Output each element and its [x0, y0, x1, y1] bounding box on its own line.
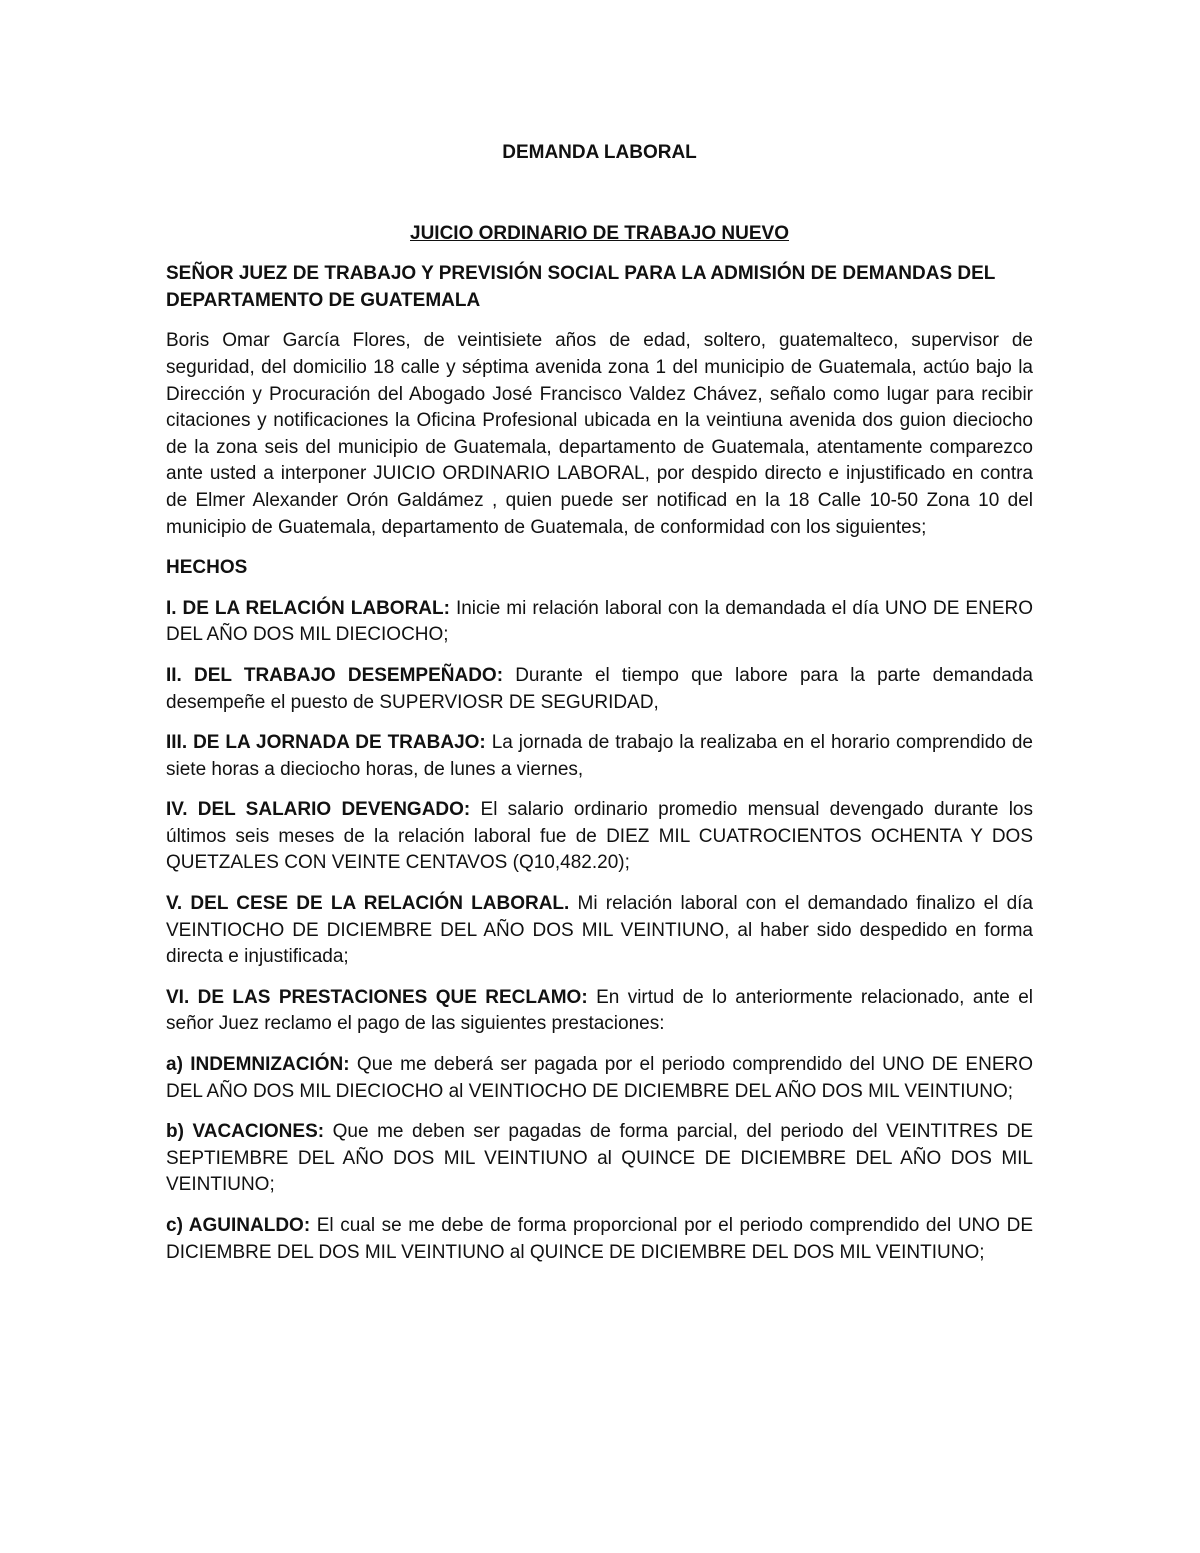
- section-cese-relacion: [166, 891, 1033, 971]
- addressee: SEÑOR JUEZ DE TRABAJO Y PREVISIÓN SOCIAL PARA LA ADMISIÓN DE DEMANDAS DEL DEPARTAMENTO DE GUATEMALA: [166, 263, 996, 311]
- section-trabajo-desempenado: [166, 663, 1033, 716]
- section-lead: II. DEL TRABAJO DESEMPEÑADO:: [166, 664, 504, 686]
- section-jornada-trabajo: [166, 730, 1033, 783]
- section-prestaciones: [166, 985, 1033, 1038]
- section-lead: c) AGUINALDO:: [166, 1215, 311, 1236]
- section-text: Que me deberá ser pagada por el periodo comprendido del UNO DE ENERO DEL AÑO DOS MIL DIECIOCHO al VEINTIOCHO DE DICIEMBRE DEL AÑO DOS MIL VEINTIUNO;: [166, 1054, 1033, 1102]
- section-lead: V. DEL CESE DE LA RELACIÓN LABORAL.: [166, 893, 570, 915]
- section-lead: III. DE LA JORNADA DE TRABAJO:: [166, 732, 486, 754]
- section-lead: I. DE LA RELACIÓN LABORAL:: [166, 597, 450, 619]
- section-lead: IV. DEL SALARIO DEVENGADO:: [166, 799, 471, 821]
- section-indemnizacion: [166, 1052, 1033, 1105]
- section-text: Mi relación laboral con el demandado finalizo el día VEINTIOCHO DE DICIEMBRE DEL AÑO DOS MIL VEINTIUNO, al haber sido despedido en forma directa e injustificada;: [166, 893, 1033, 968]
- section-lead: VI. DE LAS PRESTACIONES QUE RECLAMO:: [166, 986, 588, 1008]
- intro-paragraph: Boris Omar García Flores, de veintisiete años de edad, soltero, guatemalteco, supervisor de seguridad, del domicilio 18 calle y séptima avenida zona 1 del municipio de Guatemala, actúo bajo la Dirección y Procuración del Abogado José Francisco Valdez Chávez, señalo como lugar para recibir citaciones y notificaciones la Oficina Profesional ubicada en la veintiuna avenida dos guion dieciocho de la zona seis del municipio de Guatemala, departamento de Guatemala, atentamente comparezco ante usted a interponer JUICIO ORDINARIO LABORAL, por despido directo e injustificado en contra de Elmer Alexander Orón Galdámez , quien puede ser notificad en la 18 Calle 10-50 Zona 10 del municipio de Guatemala, departamento de Guatemala, de conformidad con los siguientes;: [166, 330, 1033, 538]
- section-lead: a) INDEMNIZACIÓN:: [166, 1054, 350, 1076]
- document-subtitle: JUICIO ORDINARIO DE TRABAJO NUEVO: [410, 222, 789, 244]
- document-page: [166, 140, 1033, 1266]
- section-text: Que me deben ser pagadas de forma parcial, del periodo del VEINTITRES DE SEPTIEMBRE DEL AÑO DOS MIL VEINTIUNO al QUINCE DE DICIEMBRE DEL AÑO DOS MIL VEINTIUNO;: [166, 1121, 1034, 1196]
- section-lead: b) VACACIONES:: [166, 1121, 325, 1143]
- section-text: En virtud de lo anteriormente relacionado, ante el señor Juez reclamo el pago de las siguientes prestaciones:: [166, 986, 1033, 1035]
- section-vacaciones: [166, 1119, 1033, 1199]
- section-text: Durante el tiempo que labore para la parte demandada desempeñe el puesto de SUPERVIOSR DE SEGURIDAD,: [166, 664, 1033, 713]
- section-text: El cual se me debe de forma proporcional por el periodo comprendido del UNO DE DICIEMBRE DEL DOS MIL VEINTIUNO al QUINCE DE DICIEMBRE DEL DOS MIL VEINTIUNO;: [166, 1215, 1034, 1263]
- section-text: Inicie mi relación laboral con la demandada el día UNO DE ENERO DEL AÑO DOS MIL DIECIOCHO;: [166, 597, 1033, 646]
- section-text: La jornada de trabajo la realizaba en el horario comprendido de siete horas a dieciocho horas, de lunes a viernes,: [166, 732, 1033, 780]
- section-salario-devengado: [166, 797, 1033, 877]
- section-text: El salario ordinario promedio mensual devengado durante los últimos seis meses de la relación laboral fue de DIEZ MIL CUATROCIENTOS OCHENTA Y DOS QUETZALES CON VEINTE CENTAVOS (Q10,482.20);: [166, 799, 1033, 874]
- section-relacion-laboral: [166, 596, 1033, 649]
- section-aguinaldo: [166, 1213, 1033, 1266]
- document-title: DEMANDA LABORAL: [502, 142, 697, 163]
- hechos-heading: HECHOS: [166, 557, 248, 579]
